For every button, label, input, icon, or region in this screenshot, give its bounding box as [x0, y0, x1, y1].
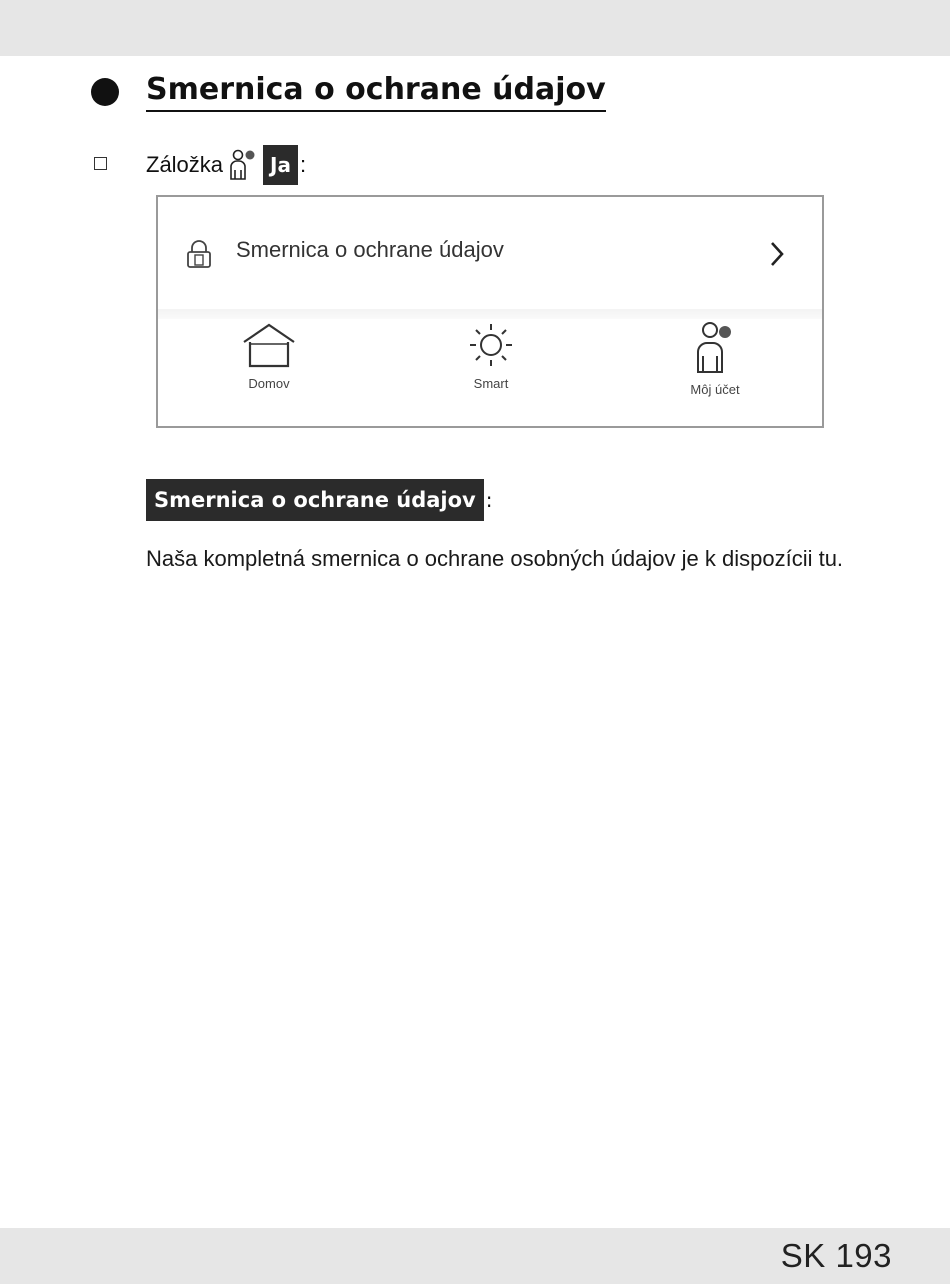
nav-item-home[interactable]	[209, 322, 329, 391]
section-title: Smernica o ochrane údajov	[146, 71, 606, 112]
subsection-suffix: :	[485, 488, 493, 512]
header-band	[0, 0, 950, 56]
step-checkbox	[94, 157, 107, 170]
sun-icon	[464, 322, 518, 372]
privacy-policy-menu-item[interactable]	[158, 197, 822, 309]
body-paragraph: Naša kompletná smernica o ochrane osobných údajov je k dispozícii tu.	[146, 546, 844, 571]
nav-item-account[interactable]	[655, 322, 775, 397]
nav-label: Smart	[473, 376, 509, 391]
subsection-title: Smernica o ochrane údajov	[146, 479, 484, 521]
menu-item-label: Smernica o ochrane údajov	[236, 237, 504, 262]
nav-item-smart[interactable]	[431, 322, 551, 391]
chevron-right-icon	[768, 240, 786, 272]
tab-name-chip: Ja	[263, 145, 298, 185]
section-bullet	[91, 78, 119, 106]
home-icon	[242, 322, 296, 372]
step-suffix: :	[299, 152, 307, 177]
account-icon	[229, 149, 257, 181]
nav-label: Domov	[248, 376, 290, 391]
step-instruction	[146, 145, 306, 185]
page-number: SK 193	[780, 1237, 892, 1274]
lock-icon	[186, 239, 212, 273]
app-screenshot	[156, 195, 824, 428]
nav-divider	[158, 309, 822, 319]
subsection-heading	[146, 479, 493, 521]
step-prefix: Záložka	[146, 152, 224, 177]
account-icon	[688, 322, 742, 378]
nav-label: Môj účet	[690, 382, 740, 397]
